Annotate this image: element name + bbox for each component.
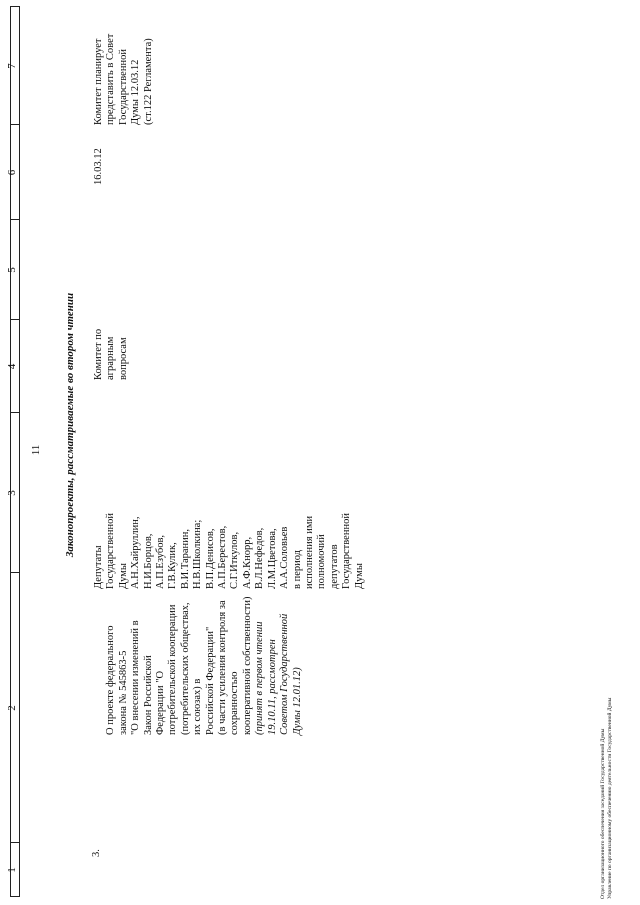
cell-bill-description <box>93 595 304 735</box>
column-number: 5 <box>6 267 18 273</box>
table-header-bottom-line <box>19 7 20 897</box>
section-heading: Законопроекты, рассматриваемые во втором чтении <box>64 292 76 558</box>
cell-initiators: Депутаты Государственной Думы А.Н.Хайруллин, Н.И.Борцов, А.П.Езубов, Г.В.Кулик, В.И.Таранин, Н.В.Школкина; В.П.Денисов, А.П.Берестов, С.Г.Иткулов, А.Ф.Кнорр, В.Л.Нефедов, Л.М.Цветова, А.А.Соловьев в период исполнения ими полномочий депутатов Государственной Думы <box>93 513 365 589</box>
bill-description-note: (принят в первом чтении 19.10.11, рассмотрен Советом Государственной Думы 12.01.12) <box>254 613 303 735</box>
column-number: 2 <box>6 705 18 711</box>
cell-committee: Комитет по аграрным вопросам <box>93 328 129 380</box>
row-number: 3. <box>91 849 102 857</box>
cell-date: 16.03.12 <box>93 148 104 185</box>
column-number: 1 <box>6 867 18 873</box>
column-number: 3 <box>6 490 18 496</box>
column-number: 4 <box>6 363 18 370</box>
column-number: 6 <box>6 169 18 176</box>
page-number: 11 <box>30 444 42 456</box>
cell-note: Комитет планирует представить в Совет Государственной Думы 12.03.12 (ст.122 Регламента) <box>93 33 154 125</box>
column-number: 7 <box>6 63 18 69</box>
bill-description-text: О проекте федерального закона № 545863-5 "О внесении изменений в Закон Российской Федерации "О потребительской кооперации (потребительских обществах, их союзах) в Российской Федерации" (в части усиления контроля за сохранностью кооперативной собственности) <box>105 596 253 735</box>
footer-text: Отдел организационного обеспечения заседаний Государственной Думы Управление по организационному обеспечению деятельности Государственной Думы <box>600 697 613 899</box>
